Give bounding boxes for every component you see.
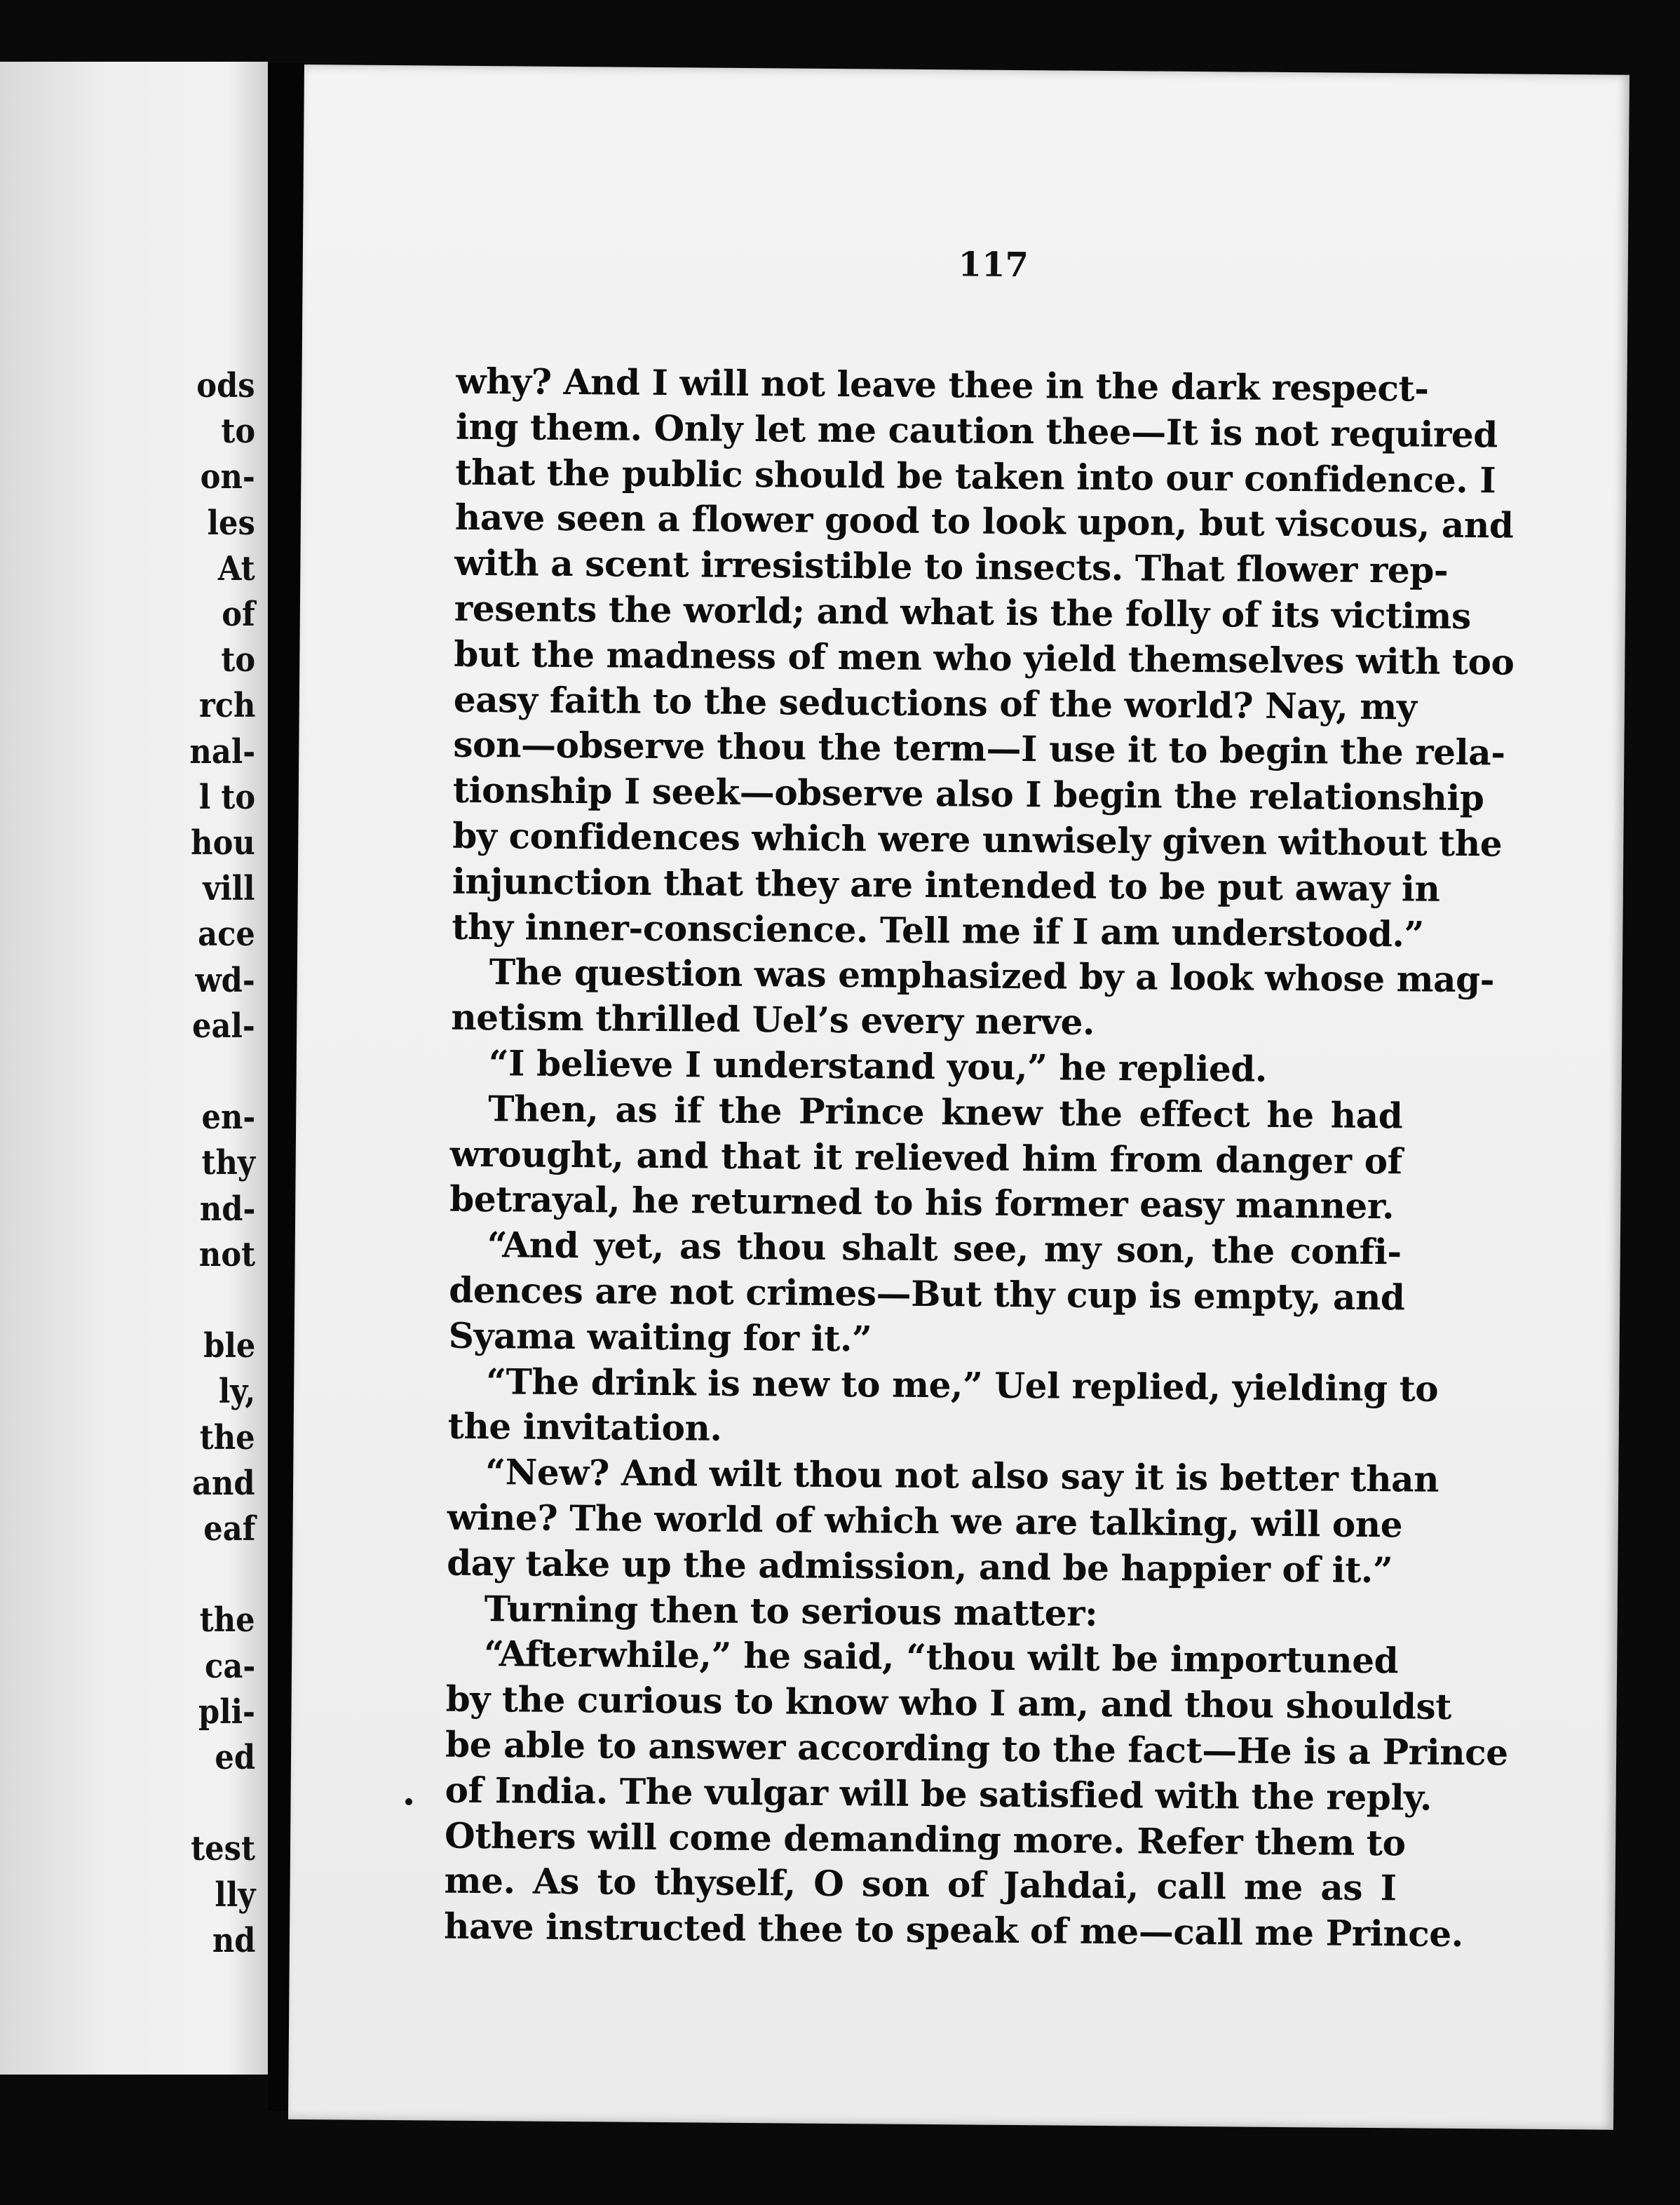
- previous-page-line-fragment: ble: [203, 1326, 255, 1366]
- previous-page-line-fragment: to: [221, 640, 255, 680]
- text-line: betrayal, he returned to his former easy manner.: [449, 1178, 1395, 1227]
- previous-page: [0, 62, 268, 2075]
- text-line: by the curious to know who I am, and thou shouldst: [445, 1678, 1452, 1728]
- text-line: with a scent irresistible to insects. That flower rep-: [454, 541, 1449, 592]
- previous-page-line-fragment: not: [198, 1234, 255, 1274]
- previous-page-line-fragment: vill: [203, 869, 255, 909]
- previous-page-line-fragment: nal-: [189, 731, 255, 771]
- previous-page-line-fragment: lly: [215, 1875, 255, 1915]
- book-page: [288, 65, 1630, 2130]
- text-line: son—observe thou the term—I use it to begin the rela-: [453, 724, 1505, 774]
- text-line: “And yet, as thou shalt see, my son, the confi-: [487, 1224, 1402, 1273]
- previous-page-line-fragment: nd-: [199, 1189, 255, 1229]
- text-line: why? And I will not leave thee in the dark respect-: [456, 360, 1429, 410]
- previous-page-line-fragment: the: [200, 1600, 255, 1640]
- previous-page-line-fragment: wd-: [195, 960, 255, 1000]
- text-line: easy faith to the seductions of the world? Nay, my: [453, 678, 1417, 728]
- text-line: netism thrilled Uel’s every nerve.: [451, 996, 1095, 1044]
- text-line: that the public should be taken into our confidence. I: [455, 451, 1496, 501]
- previous-page-line-fragment: les: [207, 503, 255, 543]
- text-line: ing them. Only let me caution thee—It is not required: [455, 405, 1498, 456]
- text-line: day take up the admission, and be happier of it.”: [446, 1542, 1393, 1591]
- text-line: of India. The vulgar will be satisfied with the reply.: [445, 1769, 1432, 1819]
- text-line: but the madness of men who yield themselves with too: [454, 633, 1515, 683]
- text-line: Turning then to serious matter:: [484, 1587, 1098, 1634]
- previous-page-line-fragment: nd: [212, 1920, 255, 1960]
- previous-page-line-fragment: ed: [215, 1738, 255, 1777]
- text-line: Others will come demanding more. Refer them to: [444, 1814, 1406, 1863]
- text-line: resents the world; and what is the folly of its victims: [454, 587, 1471, 638]
- text-line: the invitation.: [447, 1405, 722, 1450]
- previous-page-line-fragment: ca-: [204, 1646, 255, 1686]
- text-line: “The drink is new to me,” Uel replied, yielding to: [486, 1360, 1439, 1410]
- previous-page-line-fragment: of: [222, 595, 255, 634]
- previous-page-line-fragment: At: [218, 548, 255, 588]
- previous-page-line-fragment: on-: [200, 457, 255, 497]
- text-line: me. As to thyself, O son of Jahdai, call me as I: [444, 1859, 1397, 1909]
- text-line: “Afterwhile,” he said, “thou wilt be importuned: [483, 1633, 1399, 1682]
- text-line: have instructed thee to speak of me—call me Prince.: [443, 1905, 1463, 1955]
- text-line: by confidences which were unwisely given without the: [452, 814, 1503, 865]
- text-line: thy inner-conscience. Tell me if I am understood.”: [452, 905, 1425, 955]
- previous-page-line-fragment: and: [192, 1463, 255, 1503]
- text-line: Then, as if the Prince knew the effect he had: [488, 1087, 1403, 1137]
- previous-page-line-fragment: thy: [201, 1143, 255, 1183]
- text-line: Syama waiting for it.”: [448, 1314, 872, 1360]
- text-line: “New? And wilt thou not also say it is better than: [485, 1451, 1439, 1500]
- previous-page-line-fragment: pli-: [198, 1692, 255, 1732]
- text-line: wrought, and that it relieved him from danger of: [449, 1133, 1403, 1182]
- previous-page-line-fragment: rch: [198, 686, 255, 726]
- previous-page-line-fragment: ly,: [218, 1372, 255, 1412]
- previous-page-line-fragment: hou: [191, 823, 255, 863]
- previous-page-line-fragment: l to: [198, 777, 255, 817]
- ink-speck: [405, 1798, 412, 1805]
- text-line: tionship I seek—observe also I begin the relationship: [452, 769, 1484, 819]
- previous-page-line-fragment: eal-: [192, 1006, 255, 1046]
- text-line: The question was emphasized by a look whose mag-: [489, 951, 1495, 1001]
- previous-page-line-fragment: ace: [198, 915, 255, 955]
- text-line: dences are not crimes—But thy cup is empty, and: [449, 1269, 1405, 1319]
- page-number: 117: [958, 245, 1029, 285]
- previous-page-line-fragment: the: [200, 1417, 255, 1457]
- text-line: have seen a flower good to look upon, but viscous, and: [454, 497, 1514, 546]
- text-line: “I believe I understand you,” he replied.: [488, 1042, 1268, 1090]
- page-body-text: [443, 359, 1515, 1957]
- text-line: injunction that they are intended to be put away in: [452, 860, 1440, 910]
- previous-page-line-fragment: en-: [201, 1098, 255, 1138]
- previous-page-line-fragment: ods: [196, 366, 255, 405]
- text-line: be able to answer according to the fact—He is a Prince: [445, 1723, 1508, 1774]
- text-line: wine? The world of which we are talking, will one: [447, 1496, 1403, 1546]
- previous-page-line-fragment: to: [221, 412, 255, 452]
- previous-page-line-fragment: eaf: [203, 1509, 255, 1549]
- previous-page-line-fragment: test: [191, 1829, 255, 1869]
